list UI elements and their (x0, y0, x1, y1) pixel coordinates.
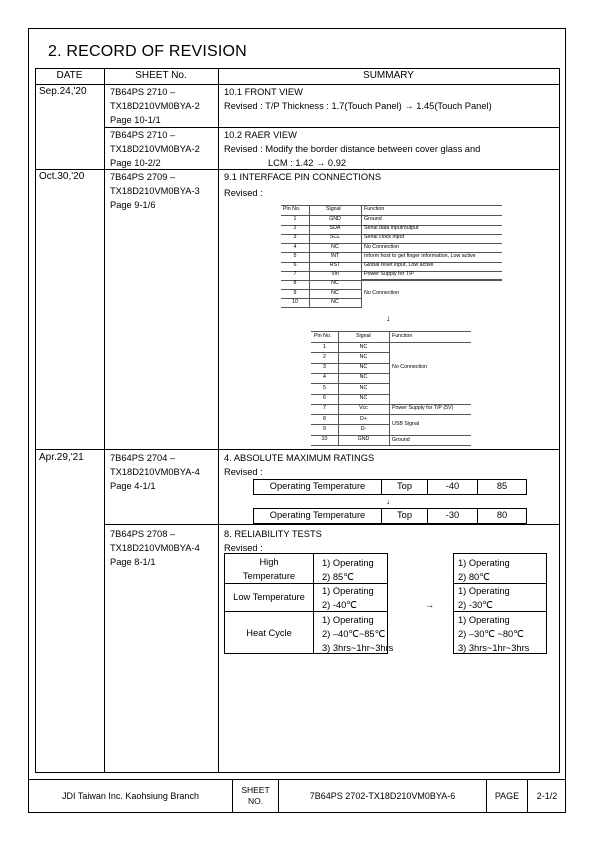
amr-symbol: Top (397, 510, 412, 520)
amr-min: -40 (445, 481, 460, 491)
pin-function: Ground (392, 437, 410, 443)
summary-text: Revised : (224, 543, 263, 553)
pin-number: 3 (293, 234, 297, 241)
pin-signal: GND (357, 436, 370, 443)
pin-signal: NC (359, 353, 368, 360)
rel-cond: 2) 85℃ (322, 572, 354, 582)
table-bottom-line (35, 772, 560, 773)
pin-signal: NC (359, 384, 368, 391)
pin-signal: D+ (360, 415, 367, 422)
date-col-line (104, 68, 105, 773)
sheet-text: TX18D210VM0BYA-4 (110, 467, 200, 477)
rel-cond: 2) -30℃ (458, 600, 493, 610)
rel-cond: 1) Operating (322, 615, 374, 625)
date-1: Sep.24,'20 (39, 86, 87, 97)
row-line-4 (104, 524, 560, 525)
down-arrow-icon: ↓ (386, 313, 391, 323)
pin-signal: NC (331, 243, 339, 250)
pin-signal: NC (359, 374, 368, 381)
summary-text: 8. RELIABILITY TESTS (224, 529, 322, 539)
rel-label: Low Temperature (233, 592, 305, 602)
pin-number: 4 (293, 243, 297, 250)
pin-header: Function (364, 206, 385, 212)
rel-cond: 1) Operating (322, 586, 374, 596)
pin-signal: NC (359, 395, 368, 401)
sheet-text: Page 10-1/1 (110, 115, 161, 125)
summary-text: LCM : 1.42 → 0.92 (268, 158, 347, 168)
pin-number: 10 (321, 436, 328, 443)
pin-header: Pin No. (283, 206, 301, 212)
sheet-text: 7B64PS 2708 – (110, 529, 176, 539)
pin-function: Power Supply for T/P (5V) (392, 405, 454, 411)
rel-cond: 1) Operating (458, 586, 510, 596)
rel-cond: 2) 80℃ (458, 572, 490, 582)
pin-number: 5 (323, 384, 326, 391)
pin-header: Signal (356, 333, 371, 339)
summary-text: Revised : (224, 188, 263, 198)
table-left-line (35, 68, 36, 773)
pin-number: 3 (323, 364, 326, 371)
summary-text: Revised : (224, 467, 263, 477)
pin-number: 4 (323, 374, 326, 381)
date-3: Apr.29,'21 (39, 452, 84, 463)
summary-text: Revised : T/P Thickness : 1.7(Touch Panel) → 1.45(Touch Panel) (224, 101, 492, 111)
pin-signal: D- (360, 425, 367, 432)
pin-number: 8 (323, 415, 326, 422)
pin-function: No Connection (364, 290, 400, 296)
pin-header: Function (392, 333, 413, 339)
amr-param: Operating Temperature (269, 481, 366, 491)
footer-sheet-label: SHEET (241, 785, 270, 795)
rel-label: Heat Cycle (246, 628, 292, 638)
pin-number: 8 (293, 280, 297, 287)
rel-label: High (259, 557, 279, 567)
sheet-text: TX18D210VM0BYA-3 (110, 186, 200, 196)
pin-number: 5 (293, 252, 297, 259)
footer-sheet-no: 7B64PS 2702-TX18D210VM0BYA-6 (309, 791, 456, 801)
amr-symbol: Top (397, 481, 412, 491)
footer-page: 2-1/2 (536, 791, 558, 801)
summary-text: 10.1 FRONT VIEW (224, 87, 303, 97)
sheet-text: Page 10-2/2 (110, 158, 161, 168)
pin-signal: GND (329, 216, 341, 222)
row-line-3 (35, 449, 560, 450)
pin-signal: INT (330, 252, 340, 259)
pin-header: Pin No. (314, 333, 332, 339)
table-right-line (559, 68, 560, 773)
summary-text: 10.2 RAER VIEW (224, 130, 297, 140)
pin-number: 10 (292, 298, 298, 305)
pin-header: Signal (326, 206, 341, 212)
pin-number: 1 (293, 216, 297, 222)
pin-number: 9 (323, 425, 326, 432)
rel-cond: 2) -40℃ (322, 600, 357, 610)
summary-text: 9.1 INTERFACE PIN CONNECTIONS (224, 172, 382, 182)
pin-function: Global reset input, Low active (364, 262, 434, 268)
pin-number: 2 (293, 225, 297, 232)
pin-number: 2 (323, 353, 326, 360)
pin-function: USB Signal (392, 421, 420, 427)
amr-min: -30 (445, 510, 460, 520)
pin-signal: NC (331, 298, 339, 305)
pin-signal: NC (359, 364, 368, 371)
pin-function: Power Supply for T/P (364, 271, 414, 278)
rel-cond: 1) Operating (458, 615, 510, 625)
pin-signal: NC (359, 343, 368, 350)
pin-number: 7 (293, 271, 297, 278)
header-sheet: SHEET No. (135, 70, 187, 81)
summary-text: 4. ABSOLUTE MAXIMUM RATINGS (224, 453, 375, 463)
amr-max: 85 (496, 481, 508, 491)
sheet-text: TX18D210VM0BYA-4 (110, 543, 200, 553)
sheet-text: 7B64PS 2710 – (110, 130, 176, 140)
pin-number: 7 (323, 405, 326, 412)
page-title: 2. RECORD OF REVISION (48, 43, 247, 60)
pin-function: Inform host to get finger information, Low active (364, 252, 476, 259)
footer-company: JDI Taiwan Inc. Kaohsiung Branch (62, 791, 199, 801)
footer-sheet-label: NO. (247, 796, 264, 806)
right-arrow-icon: → (425, 600, 435, 610)
sheet-text: Page 9-1/6 (110, 200, 156, 210)
sheet-text: Page 4-1/1 (110, 481, 156, 491)
rel-cond: 2) –30℃ ~80℃ (458, 629, 524, 639)
pin-signal: NC (331, 289, 339, 296)
sheet-text: 7B64PS 2704 – (110, 453, 176, 463)
rel-cond: 1) Operating (458, 558, 510, 568)
pin-number: 9 (293, 289, 297, 296)
pin-signal: NC (331, 280, 339, 287)
table-top-line (35, 68, 560, 69)
pin-signal: RST (329, 262, 341, 268)
sheet-text: Page 8-1/1 (110, 557, 156, 567)
footer-page-label: PAGE (494, 791, 520, 801)
sheet-text: TX18D210VM0BYA-2 (110, 101, 200, 111)
date-2: Oct.30,'20 (39, 171, 85, 182)
sheet-col-line (218, 68, 219, 773)
rel-label: Temperature (242, 571, 296, 581)
pin-function: No Connection (392, 364, 428, 370)
pin-signal: SCL (329, 234, 341, 241)
pin-function: Serial clock input (364, 234, 405, 241)
rel-cond: 3) 3hrs~1hr~3hrs (458, 643, 530, 653)
header-summary: SUMMARY (363, 70, 414, 81)
pin-number: 6 (323, 395, 326, 401)
summary-text: Revised : Modify the border distance between cover glass and (224, 144, 481, 154)
rel-cond: 2) –40℃~85℃ (322, 629, 386, 639)
pin-function: No Connection (364, 243, 400, 250)
sheet-text: 7B64PS 2709 – (110, 172, 176, 182)
pin-signal: Vin (331, 271, 339, 278)
pin-number: 1 (323, 343, 326, 350)
down-arrow-icon: ↓ (386, 497, 390, 506)
amr-max: 80 (496, 510, 508, 520)
sheet-text: 7B64PS 2710 – (110, 87, 176, 97)
amr-param: Operating Temperature (269, 510, 366, 520)
sheet-text: TX18D210VM0BYA-2 (110, 144, 200, 154)
pin-signal: Vcc (359, 405, 368, 412)
pin-signal: SDA (329, 225, 341, 232)
pin-number: 6 (293, 262, 297, 268)
rel-cond: 3) 3hrs~1hr~3hrs (322, 643, 394, 653)
pin-function: Serial data input/output (364, 225, 419, 232)
header-date: DATE (56, 70, 83, 81)
pin-function: Ground (364, 216, 382, 222)
rel-cond: 1) Operating (322, 558, 374, 568)
